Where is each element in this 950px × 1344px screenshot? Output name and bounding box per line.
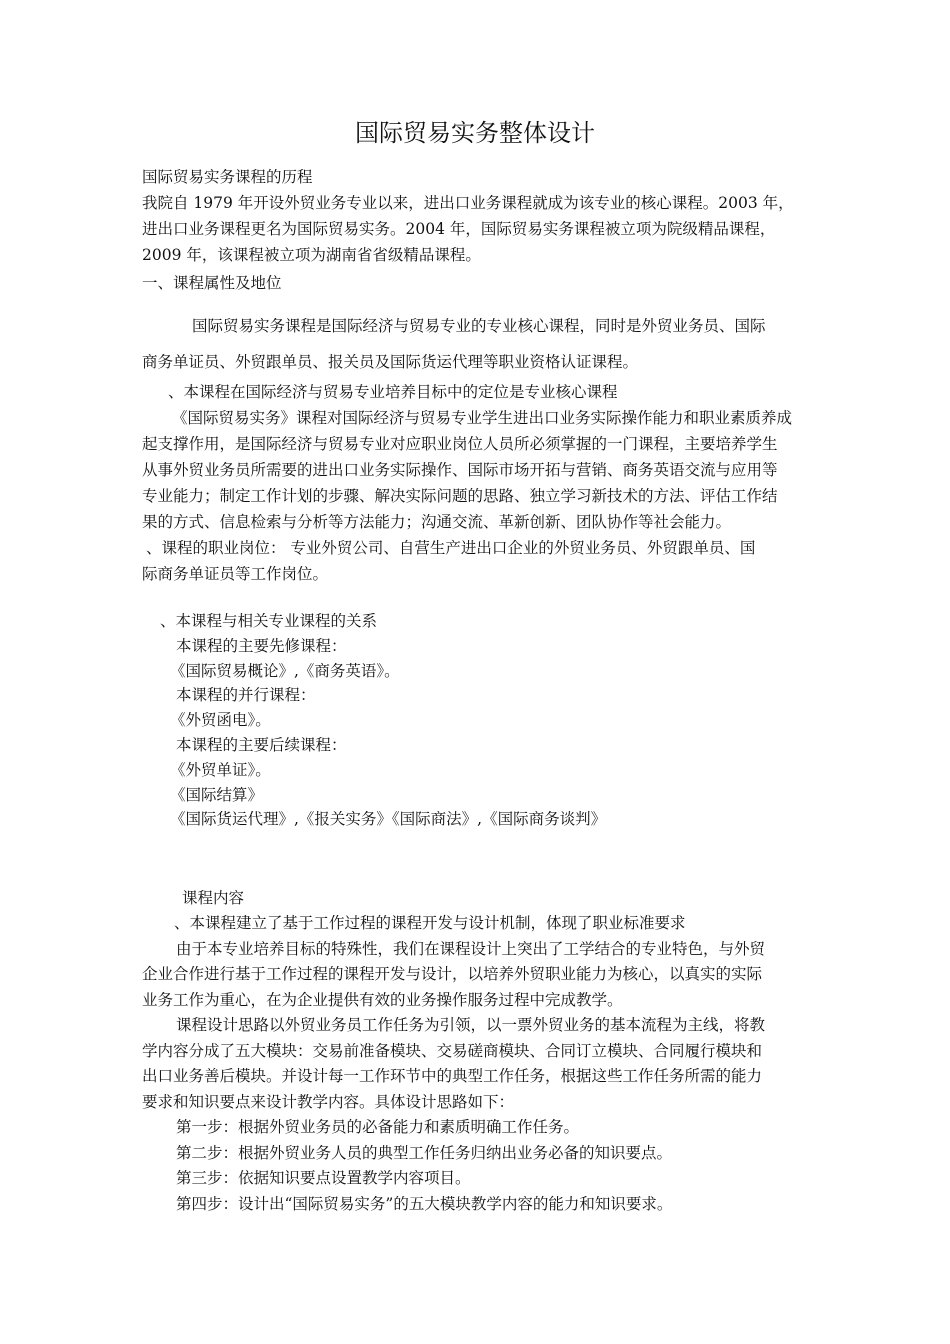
history-line: 进出口业务课程更名为国际贸易实务。2004 年，国际贸易实务课程被立项为院级精品课程， bbox=[142, 220, 776, 238]
relations-line: 《外贸单证》。 bbox=[170, 760, 271, 779]
content-para2-line: 要求和知识要点来设计教学内容。具体设计思路如下： bbox=[142, 1092, 515, 1111]
relations-line: 《国际结算》 bbox=[170, 785, 264, 804]
relations-section bbox=[142, 609, 810, 832]
content-para2-line: 课程设计思路以外贸业务员工作任务为引领，以一票外贸业务的基本流程为主线，将教 bbox=[176, 1016, 766, 1034]
content-para2-line: 出口业务善后模块。并设计每一工作环节中的典型工作任务，根据这些工作任务所需的能力 bbox=[142, 1067, 763, 1085]
step-item: 第三步：依据知识要点设置教学内容项目。 bbox=[176, 1169, 471, 1187]
jobs-section bbox=[142, 535, 810, 587]
history-section bbox=[142, 164, 810, 268]
content-heading-text: 课程内容 bbox=[182, 889, 245, 907]
content-para1-line: 企业合作进行基于工作过程的课程开发与设计，以培养外贸职业能力为核心，以真实的实际 bbox=[142, 965, 763, 983]
relations-line: 本课程的并行课程： bbox=[176, 686, 316, 705]
step-item: 第四步：设计出“国际贸易实务”的五大模块教学内容的能力和知识要求。 bbox=[176, 1194, 673, 1213]
history-line: 我院自 1979 年开设外贸业务专业以来，进出口业务课程就成为该专业的核心课程。2003 年， bbox=[142, 194, 794, 212]
content-para1-line: 业务工作为重心，在为企业提供有效的业务操作服务过程中完成教学。 bbox=[142, 990, 623, 1009]
content-para1-line: 由于本专业培养目标的特殊性，我们在课程设计上突出了工学结合的专业特色，与外贸 bbox=[176, 939, 766, 958]
relations-line: 《外贸函电》。 bbox=[170, 711, 271, 730]
content-heading bbox=[142, 885, 810, 911]
positioning-line: 果的方式、信息检索与分析等方法能力；沟通交流、革新创新、团队协作等社会能力。 bbox=[142, 513, 732, 531]
jobs-line: 、课程的职业岗位： 专业外贸公司、自营生产进出口企业的外贸业务员、外贸跟单员、国 bbox=[146, 539, 756, 557]
document-title: 国际贸易实务整体设计 bbox=[355, 119, 595, 147]
intro-line: 国际贸易实务课程是国际经济与贸易专业的专业核心课程，同时是外贸业务员、国际 bbox=[192, 317, 766, 335]
history-line: 2009 年，该课程被立项为湖南省省级精品课程。 bbox=[142, 246, 481, 264]
positioning-line: 专业能力；制定工作计划的步骤、解决实际问题的思路、独立学习新技术的方法、评估工作结 bbox=[142, 487, 778, 505]
section1-heading: 一、课程属性及地位 bbox=[142, 274, 282, 292]
section1-intro bbox=[142, 308, 810, 380]
positioning-line: 从事外贸业务员所需要的进出口业务实际操作、国际市场开拓与营销、商务英语交流与应用等 bbox=[142, 461, 778, 479]
step-item: 第二步：根据外贸业务人员的典型工作任务归纳出业务必备的知识要点。 bbox=[176, 1143, 673, 1162]
positioning-heading: 、本课程在国际经济与贸易专业培养目标中的定位是专业核心课程 bbox=[168, 383, 618, 401]
positioning-line: 起支撑作用，是国际经济与贸易专业对应职业岗位人员所必须掌握的一门课程，主要培养学生 bbox=[142, 435, 778, 453]
history-heading: 国际贸易实务课程的历程 bbox=[142, 168, 313, 186]
jobs-line: 际商务单证员等工作岗位。 bbox=[142, 565, 329, 583]
step-item: 第一步：根据外贸业务员的必备能力和素质明确工作任务。 bbox=[176, 1118, 580, 1136]
relations-line: 本课程的主要先修课程： bbox=[176, 636, 347, 655]
content-para2-line: 学内容分成了五大模块：交易前准备模块、交易磋商模块、合同订立模块、合同履行模块和 bbox=[142, 1041, 763, 1060]
content-subheading: 、本课程建立了基于工作过程的课程开发与设计机制，体现了职业标准要求 bbox=[174, 914, 686, 932]
intro-line: 商务单证员、外贸跟单员、报关员及国际货运代理等职业资格认证课程。 bbox=[142, 353, 639, 371]
relations-line: 《国际货运代理》,《报关实务》《国际商法》,《国际商务谈判》 bbox=[170, 810, 607, 829]
content-section bbox=[142, 911, 810, 1217]
relations-line: 本课程的主要后续课程： bbox=[176, 735, 347, 754]
relations-line: 《国际贸易概论》,《商务英语》。 bbox=[170, 661, 400, 680]
positioning-line: 《国际贸易实务》课程对国际经济与贸易专业学生进出口业务实际操作能力和职业素质养成 bbox=[172, 409, 793, 427]
relations-heading: 、本课程与相关专业课程的关系 bbox=[160, 612, 378, 630]
positioning-section bbox=[142, 379, 810, 535]
